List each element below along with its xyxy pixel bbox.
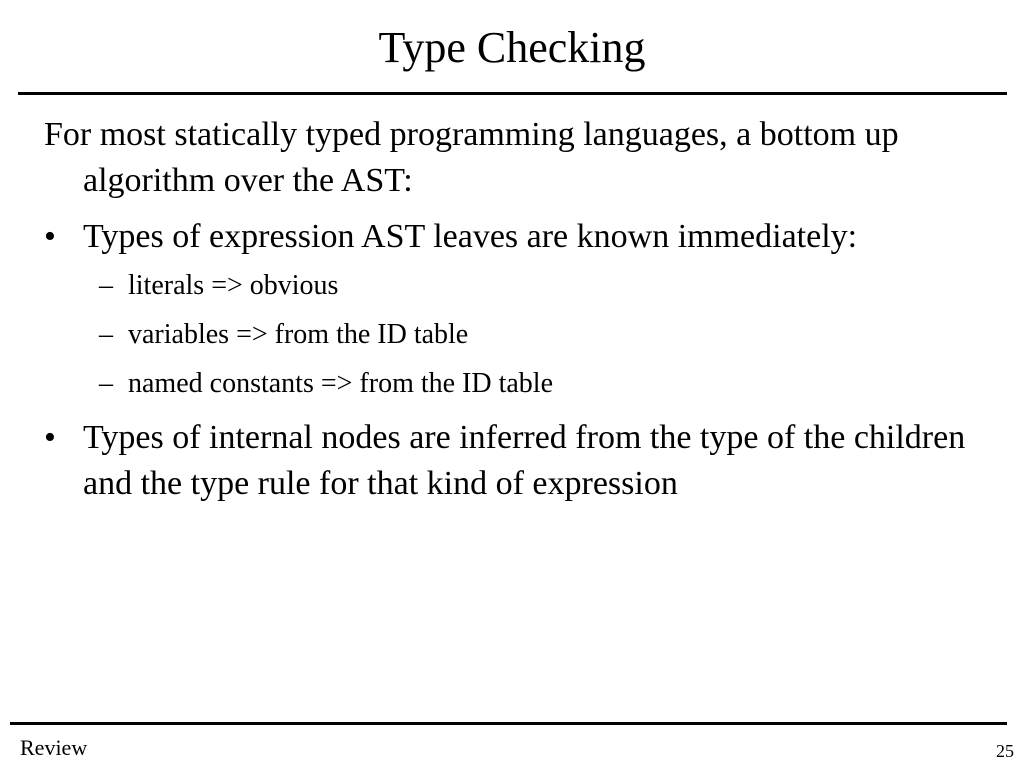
bullet-marker: • — [44, 218, 56, 255]
bullet-item — [44, 214, 1004, 260]
sub-bullet-text: named constants => from the ID table — [128, 368, 554, 399]
sub-bullet-item — [44, 317, 1004, 353]
bullet-marker: • — [44, 419, 56, 456]
sub-bullet-item — [44, 366, 1004, 402]
sub-bullet-text: variables => from the ID table — [128, 319, 469, 350]
page-number: 25 — [996, 741, 1014, 761]
sub-bullet-text: literals => obvious — [128, 270, 339, 301]
bullet-item — [44, 415, 1004, 507]
bullet-text: Types of expression AST leaves are known immediately: — [83, 218, 858, 255]
title-divider — [18, 92, 1007, 95]
dash-marker: – — [99, 368, 113, 399]
sub-bullet-list — [44, 268, 1004, 402]
slide-body — [44, 112, 1004, 507]
dash-marker: – — [99, 319, 113, 350]
sub-bullet-item — [44, 268, 1004, 304]
slide-title: Type Checking — [378, 23, 646, 72]
bullet-text: Types of internal nodes are inferred from the type of the children and the type rule for that kind of expression — [83, 419, 966, 502]
footer-divider — [10, 722, 1007, 725]
intro-text: For most statically typed programming languages, a bottom up algorithm over the AST: — [44, 116, 899, 199]
footer-section-label: Review — [20, 735, 88, 760]
dash-marker: – — [99, 270, 113, 301]
